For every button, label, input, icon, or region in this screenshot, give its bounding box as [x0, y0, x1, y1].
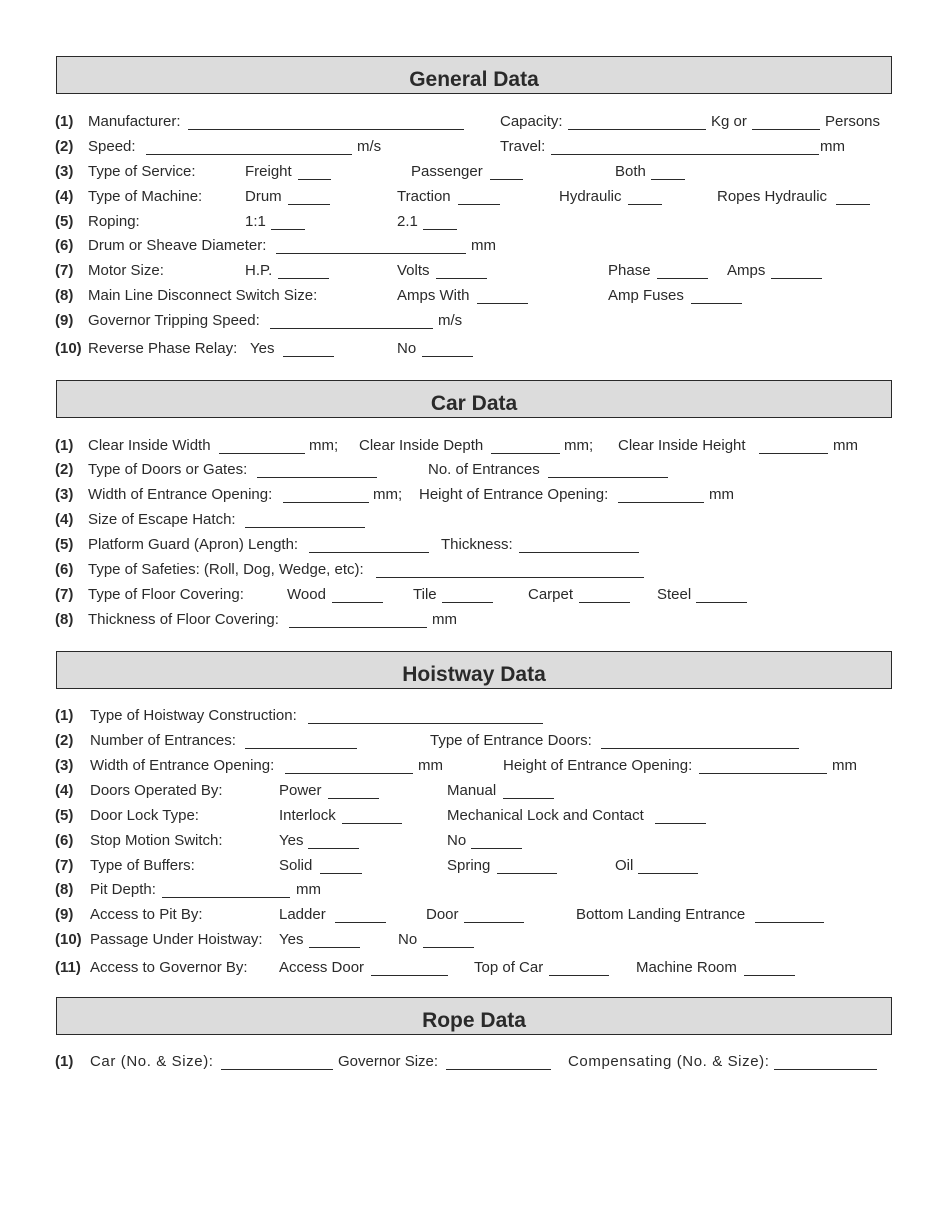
- both-label: Both: [615, 163, 646, 180]
- entrance-height-unit: mm: [709, 486, 734, 503]
- ropes-hydraulic-label: Ropes Hydraulic: [717, 188, 828, 205]
- wood-label: Wood: [287, 586, 326, 603]
- door-type-field[interactable]: [257, 477, 377, 478]
- governor-size-field[interactable]: [446, 1069, 551, 1070]
- oil-label: Oil: [615, 857, 634, 874]
- escape-hatch-field[interactable]: [245, 527, 365, 528]
- entrance-doors-type-label: Type of Entrance Doors:: [430, 732, 592, 749]
- entrance-height-label: Height of Entrance Opening:: [419, 486, 609, 503]
- volts-field[interactable]: [436, 278, 487, 279]
- mechanical-lock-field[interactable]: [655, 823, 706, 824]
- manual-label: Manual: [447, 782, 497, 799]
- speed-label: Speed:: [88, 138, 136, 155]
- capacity-persons-field[interactable]: [752, 129, 820, 130]
- roping-1-1-field[interactable]: [271, 229, 305, 230]
- drum-label: Drum: [245, 188, 282, 205]
- item-number: (11): [55, 959, 81, 976]
- rope-data-header: [56, 997, 892, 1035]
- access-door-field[interactable]: [371, 975, 448, 976]
- hoistway-row-4: [0, 782, 950, 802]
- mechanical-lock-label: Mechanical Lock and Contact: [447, 807, 644, 824]
- item-number: (8): [55, 611, 74, 628]
- hoistway-entrance-width-field[interactable]: [285, 773, 413, 774]
- item-number: (7): [55, 857, 74, 874]
- item-number: (5): [55, 213, 74, 230]
- governor-access-label: Access to Governor By:: [90, 959, 248, 976]
- no-label: No: [398, 931, 418, 948]
- sheave-diameter-field[interactable]: [276, 253, 466, 254]
- entrance-width-field[interactable]: [283, 502, 369, 503]
- solid-field[interactable]: [320, 873, 362, 874]
- item-number: (10): [55, 340, 82, 357]
- power-field[interactable]: [328, 798, 379, 799]
- item-number: (4): [55, 511, 74, 528]
- entrance-height-field[interactable]: [618, 502, 704, 503]
- passage-no-field[interactable]: [423, 947, 474, 948]
- carpet-field[interactable]: [579, 602, 630, 603]
- section-title: Hoistway Data: [402, 663, 546, 686]
- traction-label: Traction: [397, 188, 451, 205]
- governor-speed-unit: m/s: [438, 312, 463, 329]
- reverse-phase-relay-label: Reverse Phase Relay:: [88, 340, 238, 357]
- hoistway-entrance-height-unit: mm: [832, 757, 857, 774]
- car-row-7: [0, 586, 950, 606]
- car-rope-label: Car (No. & Size):: [90, 1053, 214, 1070]
- hoistway-row-6: [0, 832, 950, 852]
- item-number: (7): [55, 262, 74, 279]
- steel-field[interactable]: [696, 602, 747, 603]
- freight-label: Freight: [245, 163, 292, 180]
- inside-depth-label: Clear Inside Depth: [359, 437, 484, 454]
- service-type-label: Type of Service:: [88, 163, 196, 180]
- apron-thickness-field[interactable]: [519, 552, 639, 553]
- general-row-3: [0, 163, 950, 183]
- speed-field[interactable]: [146, 154, 352, 155]
- machine-room-field[interactable]: [744, 975, 795, 976]
- inside-depth-unit: mm;: [564, 437, 594, 454]
- spring-field[interactable]: [497, 873, 557, 874]
- access-door-label: Access Door: [279, 959, 365, 976]
- general-row-8: [0, 287, 950, 307]
- hoistway-row-3: [0, 757, 950, 777]
- no-label: No: [397, 340, 417, 357]
- hp-field[interactable]: [278, 278, 329, 279]
- item-number: (1): [55, 113, 74, 130]
- compensating-label: Compensating (No. & Size):: [568, 1053, 770, 1070]
- passage-under-label: Passage Under Hoistway:: [90, 931, 263, 948]
- general-row-2: [0, 138, 950, 158]
- hoistway-entrance-height-field[interactable]: [699, 773, 827, 774]
- car-rope-field[interactable]: [221, 1069, 333, 1070]
- bottom-landing-label: Bottom Landing Entrance: [576, 906, 746, 923]
- motor-size-label: Motor Size:: [88, 262, 164, 279]
- volts-label: Volts: [397, 262, 430, 279]
- disconnect-switch-label: Main Line Disconnect Switch Size:: [88, 287, 318, 304]
- pit-depth-label: Pit Depth:: [90, 881, 156, 898]
- inside-width-unit: mm;: [309, 437, 339, 454]
- travel-field[interactable]: [551, 154, 819, 155]
- item-number: (5): [55, 807, 74, 824]
- traction-field[interactable]: [458, 204, 500, 205]
- hoistway-row-2: [0, 732, 950, 752]
- entrances-number-label: Number of Entrances:: [90, 732, 236, 749]
- hoistway-row-10: [0, 931, 950, 951]
- car-row-4: [0, 511, 950, 531]
- floor-thickness-label: Thickness of Floor Covering:: [88, 611, 279, 628]
- hoistway-row-5: [0, 807, 950, 827]
- item-number: (3): [55, 486, 74, 503]
- hydraulic-field[interactable]: [628, 204, 662, 205]
- speed-unit: m/s: [357, 138, 382, 155]
- item-number: (8): [55, 881, 74, 898]
- capacity-kg-field[interactable]: [568, 129, 706, 130]
- sheave-diameter-label: Drum or Sheave Diameter:: [88, 237, 267, 254]
- entrance-count-label: No. of Entrances: [428, 461, 540, 478]
- entrance-doors-type-field[interactable]: [601, 748, 799, 749]
- passage-yes-field[interactable]: [309, 947, 360, 948]
- item-number: (6): [55, 832, 74, 849]
- amp-fuses-label: Amp Fuses: [608, 287, 684, 304]
- rope-row-1: [0, 1053, 950, 1073]
- yes-label: Yes: [279, 832, 304, 849]
- car-row-8: [0, 611, 950, 631]
- floor-thickness-unit: mm: [432, 611, 457, 628]
- roping-2-1-field[interactable]: [423, 229, 457, 230]
- inside-height-label: Clear Inside Height: [618, 437, 746, 454]
- hydraulic-label: Hydraulic: [559, 188, 622, 205]
- solid-label: Solid: [279, 857, 313, 874]
- hoistway-row-9: [0, 906, 950, 926]
- stop-motion-switch-label: Stop Motion Switch:: [90, 832, 223, 849]
- yes-label: Yes: [279, 931, 304, 948]
- entrance-width-unit: mm;: [373, 486, 403, 503]
- oil-field[interactable]: [638, 873, 698, 874]
- top-of-car-label: Top of Car: [474, 959, 544, 976]
- wood-field[interactable]: [332, 602, 383, 603]
- doors-operated-label: Doors Operated By:: [90, 782, 223, 799]
- capacity-label: Capacity:: [500, 113, 563, 130]
- section-title: Rope Data: [422, 1009, 526, 1032]
- stop-motion-no-field[interactable]: [471, 848, 522, 849]
- power-label: Power: [279, 782, 322, 799]
- car-row-1: [0, 437, 950, 457]
- hoistway-construction-label: Type of Hoistway Construction:: [90, 707, 297, 724]
- hoistway-construction-field[interactable]: [308, 723, 543, 724]
- roping-2-1-label: 2.1: [397, 213, 418, 230]
- stop-motion-yes-field[interactable]: [308, 848, 359, 849]
- amps-with-field[interactable]: [477, 303, 528, 304]
- item-number: (6): [55, 237, 74, 254]
- door-lock-type-label: Door Lock Type:: [90, 807, 199, 824]
- door-field[interactable]: [464, 922, 524, 923]
- interlock-field[interactable]: [342, 823, 402, 824]
- item-number: (3): [55, 163, 74, 180]
- item-number: (4): [55, 782, 74, 799]
- hoistway-entrance-width-label: Width of Entrance Opening:: [90, 757, 275, 774]
- section-title: General Data: [409, 68, 539, 91]
- apron-length-field[interactable]: [309, 552, 429, 553]
- car-row-5: [0, 536, 950, 556]
- governor-size-label: Governor Size:: [338, 1053, 439, 1070]
- item-number: (2): [55, 138, 74, 155]
- amps-field[interactable]: [771, 278, 822, 279]
- bottom-landing-field[interactable]: [755, 922, 824, 923]
- roping-label: Roping:: [88, 213, 140, 230]
- inside-height-field[interactable]: [759, 453, 828, 454]
- hoistway-entrance-height-label: Height of Entrance Opening:: [503, 757, 693, 774]
- steel-label: Steel: [657, 586, 692, 603]
- entrances-number-field[interactable]: [245, 748, 357, 749]
- machine-room-label: Machine Room: [636, 959, 737, 976]
- amp-fuses-field[interactable]: [691, 303, 742, 304]
- general-data-header: [56, 56, 892, 94]
- car-row-3: [0, 486, 950, 506]
- door-label: Door: [426, 906, 459, 923]
- item-number: (1): [55, 437, 74, 454]
- interlock-label: Interlock: [279, 807, 336, 824]
- travel-unit: mm: [820, 138, 845, 155]
- inside-width-label: Clear Inside Width: [88, 437, 211, 454]
- car-row-2: [0, 461, 950, 481]
- ladder-field[interactable]: [335, 922, 386, 923]
- phase-field[interactable]: [657, 278, 708, 279]
- inside-height-unit: mm: [833, 437, 858, 454]
- hoistway-entrance-width-unit: mm: [418, 757, 443, 774]
- item-number: (5): [55, 536, 74, 553]
- escape-hatch-label: Size of Escape Hatch:: [88, 511, 236, 528]
- manufacturer-field[interactable]: [188, 129, 464, 130]
- inside-depth-field[interactable]: [491, 453, 560, 454]
- car-row-6: [0, 561, 950, 581]
- hp-label: H.P.: [245, 262, 273, 279]
- item-number: (7): [55, 586, 74, 603]
- manual-field[interactable]: [503, 798, 554, 799]
- general-row-4: [0, 188, 950, 208]
- tile-label: Tile: [413, 586, 437, 603]
- passenger-field[interactable]: [490, 179, 523, 180]
- hoistway-row-1: [0, 707, 950, 727]
- buffers-type-label: Type of Buffers:: [90, 857, 195, 874]
- machine-type-label: Type of Machine:: [88, 188, 203, 205]
- general-row-6: [0, 237, 950, 257]
- persons-label: Persons: [825, 113, 881, 130]
- entrance-width-label: Width of Entrance Opening:: [88, 486, 273, 503]
- spring-label: Spring: [447, 857, 491, 874]
- both-field[interactable]: [651, 179, 685, 180]
- item-number: (9): [55, 906, 74, 923]
- passenger-label: Passenger: [411, 163, 483, 180]
- tile-field[interactable]: [442, 602, 493, 603]
- carpet-label: Carpet: [528, 586, 574, 603]
- general-row-7: [0, 262, 950, 282]
- safeties-type-label: Type of Safeties: (Roll, Dog, Wedge, etc):: [88, 561, 364, 578]
- general-row-5: [0, 213, 950, 233]
- sheave-diameter-unit: mm: [471, 237, 496, 254]
- compensating-field[interactable]: [774, 1069, 877, 1070]
- item-number: (10): [55, 931, 82, 948]
- hoistway-row-11: [0, 959, 950, 979]
- apron-thickness-label: Thickness:: [441, 536, 513, 553]
- door-type-label: Type of Doors or Gates:: [88, 461, 248, 478]
- kg-or-label: Kg or: [711, 113, 747, 130]
- amps-with-label: Amps With: [397, 287, 470, 304]
- phase-label: Phase: [608, 262, 651, 279]
- general-row-10: [0, 340, 950, 360]
- drum-field[interactable]: [288, 204, 330, 205]
- floor-covering-label: Type of Floor Covering:: [88, 586, 244, 603]
- manufacturer-label: Manufacturer:: [88, 113, 181, 130]
- section-title: Car Data: [430, 392, 518, 415]
- safeties-type-field[interactable]: [376, 577, 644, 578]
- general-row-1: [0, 113, 950, 133]
- item-number: (1): [55, 1053, 74, 1070]
- no-label: No: [447, 832, 467, 849]
- item-number: (3): [55, 757, 74, 774]
- hoistway-row-7: [0, 857, 950, 877]
- ropes-hydraulic-field[interactable]: [836, 204, 870, 205]
- roping-1-1-label: 1:1: [245, 213, 266, 230]
- car-data-header: [56, 380, 892, 418]
- item-number: (9): [55, 312, 74, 329]
- item-number: (4): [55, 188, 74, 205]
- item-number: (6): [55, 561, 74, 578]
- hoistway-row-8: [0, 881, 950, 901]
- general-row-9: [0, 312, 950, 332]
- pit-access-label: Access to Pit By:: [90, 906, 203, 923]
- pit-depth-unit: mm: [296, 881, 321, 898]
- governor-speed-label: Governor Tripping Speed:: [88, 312, 260, 329]
- item-number: (8): [55, 287, 74, 304]
- freight-field[interactable]: [298, 179, 331, 180]
- hoistway-data-header: [56, 651, 892, 689]
- entrance-count-field[interactable]: [548, 477, 668, 478]
- apron-length-label: Platform Guard (Apron) Length:: [88, 536, 299, 553]
- governor-speed-field[interactable]: [270, 328, 433, 329]
- amps-label: Amps: [727, 262, 766, 279]
- top-of-car-field[interactable]: [549, 975, 609, 976]
- item-number: (1): [55, 707, 74, 724]
- inside-width-field[interactable]: [219, 453, 305, 454]
- reverse-phase-no-field[interactable]: [422, 356, 473, 357]
- pit-depth-field[interactable]: [162, 897, 290, 898]
- ladder-label: Ladder: [279, 906, 326, 923]
- item-number: (2): [55, 732, 74, 749]
- floor-thickness-field[interactable]: [289, 627, 427, 628]
- travel-label: Travel:: [500, 138, 546, 155]
- reverse-phase-yes-field[interactable]: [283, 356, 334, 357]
- yes-label: Yes: [250, 340, 275, 357]
- item-number: (2): [55, 461, 74, 478]
